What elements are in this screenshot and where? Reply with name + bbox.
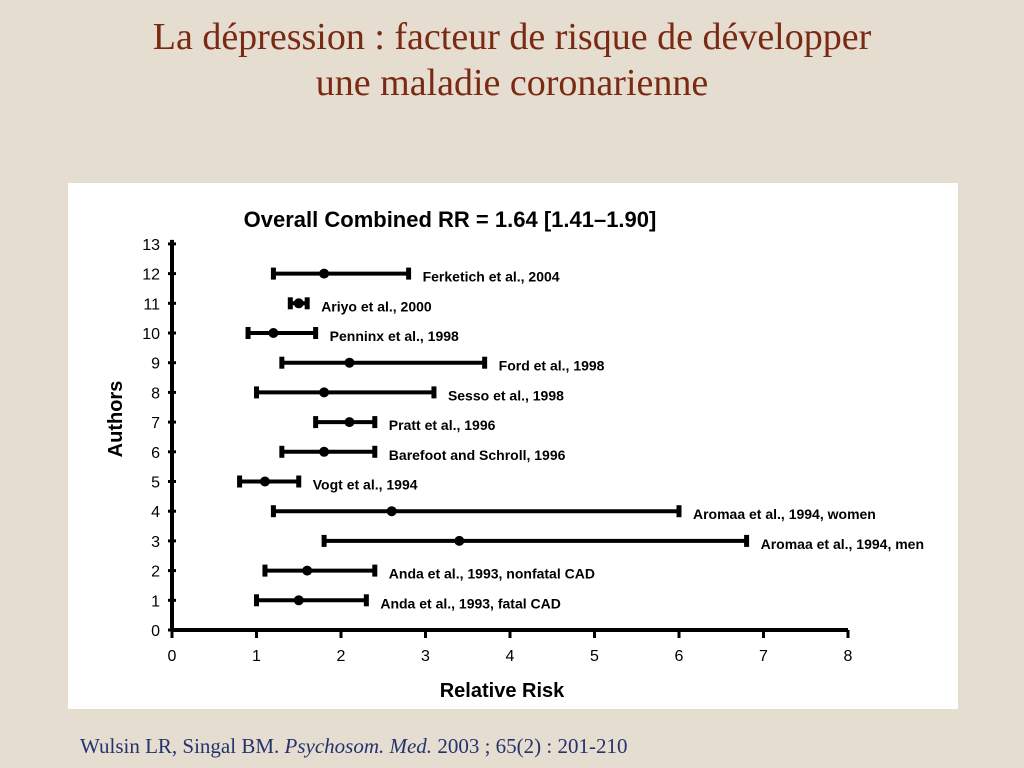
y-tick-label: 10 xyxy=(142,326,160,343)
y-tick-label: 13 xyxy=(142,236,160,254)
y-tick-label: 4 xyxy=(151,504,160,522)
point-estimate xyxy=(294,595,304,605)
study-label: Ferketich et al., 2004 xyxy=(422,268,560,285)
x-axis-label: Relative Risk xyxy=(439,680,565,702)
y-tick-label: 6 xyxy=(151,444,160,462)
citation-authors: Wulsin LR, Singal BM. xyxy=(80,734,280,758)
citation-journal: Psychosom. Med. xyxy=(284,734,433,758)
point-estimate xyxy=(387,506,397,516)
slide-title xyxy=(0,14,1024,106)
point-estimate xyxy=(319,269,329,279)
y-tick-label: 2 xyxy=(151,563,160,581)
point-estimate xyxy=(260,477,270,487)
study-label: Ford et al., 1998 xyxy=(498,357,605,374)
slide-title-line-1: La dépression : facteur de risque de développer xyxy=(152,16,872,58)
x-tick-label: 0 xyxy=(167,648,177,665)
x-tick-label: 6 xyxy=(674,648,684,665)
study-label: Barefoot and Schroll, 1996 xyxy=(388,446,566,463)
study-label: Ariyo et al., 2000 xyxy=(321,298,432,315)
y-tick-label: 0 xyxy=(151,623,160,640)
citation-details: 2003 ; 65(2) : 201-210 xyxy=(437,734,628,758)
y-tick-label: 9 xyxy=(151,355,160,373)
point-estimate xyxy=(302,566,312,576)
point-estimate xyxy=(344,358,354,368)
x-tick-label: 3 xyxy=(421,648,430,665)
y-axis-label: Authors xyxy=(105,380,127,458)
y-tick-label: 12 xyxy=(142,266,160,284)
chart-marks xyxy=(142,237,924,665)
x-tick-label: 8 xyxy=(843,648,853,665)
study-label: Aromaa et al., 1994, men xyxy=(760,535,925,552)
x-tick-label: 7 xyxy=(759,648,768,665)
forest-plot xyxy=(68,183,958,709)
x-tick-label: 5 xyxy=(590,648,599,665)
x-tick-label: 1 xyxy=(252,648,261,665)
point-estimate xyxy=(344,417,354,427)
y-tick-label: 11 xyxy=(143,296,160,314)
y-tick-label: 3 xyxy=(151,533,160,551)
study-label: Anda et al., 1993, fatal CAD xyxy=(380,595,561,612)
study-label: Sesso et al., 1998 xyxy=(447,387,564,404)
study-label: Vogt et al., 1994 xyxy=(312,476,418,493)
y-tick-label: 8 xyxy=(151,385,160,403)
study-label: Penninx et al., 1998 xyxy=(329,328,459,344)
y-tick-label: 1 xyxy=(151,593,160,611)
point-estimate xyxy=(454,536,464,546)
citation xyxy=(80,734,627,759)
chart-title: Overall Combined RR = 1.64 [1.41–1.90] xyxy=(243,207,657,232)
y-tick-label: 5 xyxy=(151,474,160,492)
point-estimate xyxy=(268,328,278,338)
point-estimate xyxy=(294,298,304,308)
x-tick-label: 4 xyxy=(505,648,515,665)
point-estimate xyxy=(319,447,329,457)
study-label: Aromaa et al., 1994, women xyxy=(693,506,876,523)
y-tick-label: 7 xyxy=(151,415,160,433)
forest-plot-panel xyxy=(68,183,958,709)
x-tick-label: 2 xyxy=(336,648,346,665)
point-estimate xyxy=(319,387,329,397)
study-label: Anda et al., 1993, nonfatal CAD xyxy=(388,565,595,582)
study-label: Pratt et al., 1996 xyxy=(388,417,496,434)
slide-title-line-2: une maladie coronarienne xyxy=(315,62,709,104)
